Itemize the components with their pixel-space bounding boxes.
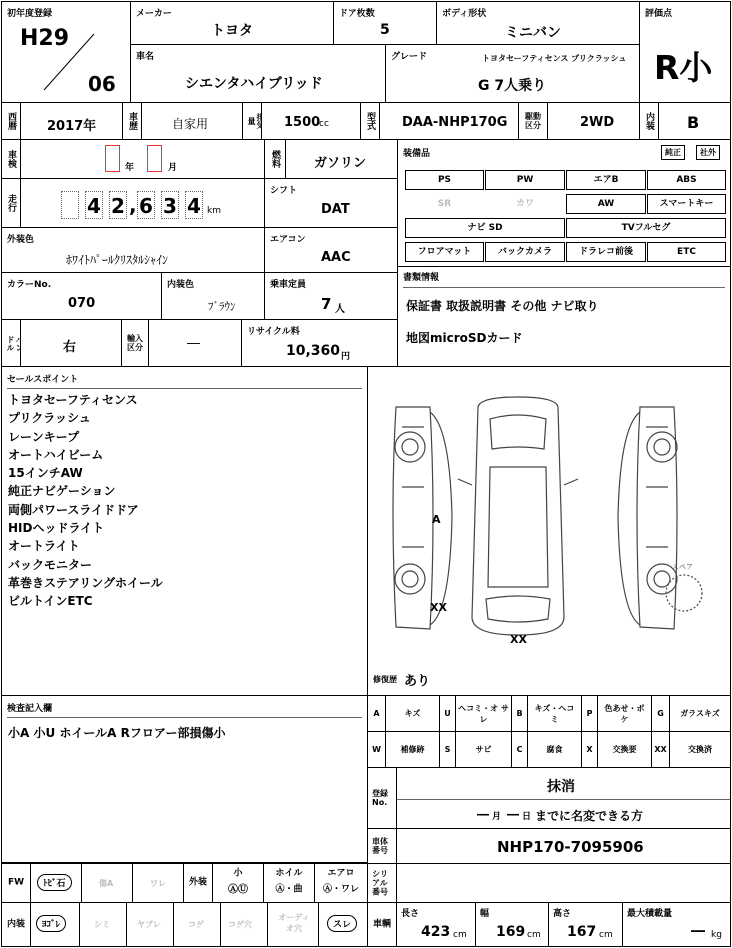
max-load-unit: kg — [711, 930, 722, 940]
serial-label: シリアル番号 — [372, 869, 388, 897]
diagram-mark-a: A — [432, 513, 441, 526]
interior-tear: ヤブレ — [137, 920, 161, 929]
maker-label: メーカー — [136, 9, 172, 19]
sales-points-section — [1, 366, 368, 696]
registration-value: 抹消 — [547, 779, 575, 795]
legend-key: U — [440, 696, 456, 732]
capacity-value: 7 — [321, 295, 332, 313]
displacement-value: 1500 — [284, 115, 321, 130]
width-unit: cm — [527, 930, 541, 940]
width-label: 幅 — [480, 909, 490, 919]
exterior-color-value: ﾎﾜｲﾄﾊﾟｰﾙｸﾘｽﾀﾙｼｬｲﾝ — [66, 253, 169, 267]
registration-label: 登録No. — [372, 789, 388, 807]
mileage-digit: 4 — [85, 191, 103, 219]
sales-point-item: 革巻きステアリングホイール — [8, 575, 163, 590]
legend-key: G — [652, 696, 670, 732]
sales-point-item: プリクラッシュ — [8, 411, 91, 426]
fw-label: FW — [7, 877, 25, 888]
damage-legend — [367, 695, 731, 768]
sales-point-item: オートライト — [8, 539, 80, 554]
model-cell — [379, 102, 519, 140]
interior-tear-cell — [126, 902, 174, 947]
mileage-digit: 3 — [161, 191, 179, 219]
shift-label: シフト — [270, 186, 298, 196]
legend-key: S — [440, 732, 456, 768]
damage-diagram-section — [367, 366, 731, 696]
equip-ps: PS — [405, 170, 484, 190]
displacement-unit: cc — [319, 119, 329, 129]
documents-divider — [403, 287, 725, 288]
inspection-month-unit: 月 — [168, 163, 178, 173]
inspection-month-box — [147, 145, 162, 172]
shift-cell — [264, 178, 398, 228]
serial-cell — [396, 863, 731, 903]
mileage-label-cell — [1, 178, 21, 228]
model-label-cell — [360, 102, 380, 140]
sales-point-item: トヨタセーフティセンス — [8, 393, 138, 407]
equip-abs: ABS — [647, 170, 726, 190]
recycle-cell — [241, 319, 398, 367]
mileage-unit: km — [207, 206, 221, 216]
fuel-label-cell — [264, 139, 286, 179]
height-value: 167 — [567, 924, 597, 940]
legend-desc: ガラスキズ — [670, 696, 731, 732]
recycle-unit: 円 — [341, 352, 351, 362]
mileage-digit: 6 — [137, 191, 155, 219]
diagram-mark-xx-left: XX — [430, 601, 447, 614]
fw-label-cell — [1, 863, 31, 903]
body-type-value: ミニバン — [505, 25, 561, 41]
usage-label-cell — [122, 102, 142, 140]
sales-point-item: 両側パワースライドドア — [8, 502, 139, 517]
inspection-year-box — [105, 145, 120, 172]
sales-point-item: HIDヘッドライト — [8, 521, 105, 536]
first-registration-cell — [1, 1, 131, 103]
interior-burnhole: コゲ穴 — [228, 920, 252, 929]
length-label: 長さ — [401, 909, 420, 919]
chassis-label: 車体番号 — [372, 837, 388, 855]
length-value: 423 — [421, 924, 451, 940]
equip-smartkey: スマートキー — [647, 194, 726, 214]
sales-point-item: レーンキープ — [8, 429, 80, 444]
legend-desc: 補修跡 — [386, 732, 440, 768]
mileage-cell — [20, 178, 265, 228]
equipment-label: 装備品 — [403, 149, 431, 159]
mileage-comma: , — [129, 193, 137, 217]
legend-desc: サビ — [456, 732, 512, 768]
dimensions-label-cell — [367, 902, 397, 947]
sales-point-item: ビルトインETC — [8, 594, 93, 609]
ext-small-cell — [212, 863, 264, 903]
displacement-cell — [261, 102, 361, 140]
registration-divider — [397, 799, 730, 800]
exterior-color-label: 外装色 — [7, 235, 35, 245]
interior-burn: コゲ — [188, 920, 204, 929]
interior-burnhole-cell — [220, 902, 268, 947]
max-load-cell — [622, 902, 731, 947]
interior-grade-label: 内装 — [644, 112, 654, 130]
registration-label-cell — [367, 767, 397, 829]
import-value: ― — [187, 336, 200, 351]
chassis-cell — [396, 828, 731, 864]
repair-history-value: あり — [404, 674, 431, 689]
import-label: 輸入区分 — [127, 334, 143, 352]
grade-value-line1: トヨタセーフティセンス プリクラッシュ — [482, 54, 627, 63]
color-no-cell — [1, 272, 162, 320]
dimensions-label: 車輌 — [372, 919, 391, 929]
chassis-label-cell — [367, 828, 397, 864]
inspection-label: 車検 — [6, 150, 16, 168]
legend-key: X — [582, 732, 598, 768]
max-load-label: 最大積載量 — [627, 909, 673, 919]
sales-point-item: 15インチAW — [8, 466, 83, 481]
mileage-digit: 4 — [185, 191, 203, 219]
legend-key: W — [368, 732, 386, 768]
interior-row-label: 内装 — [6, 919, 25, 929]
height-label: 高さ — [553, 909, 572, 919]
car-name-label: 車名 — [136, 52, 155, 62]
equip-leather: カワ — [485, 194, 565, 214]
drive-cell — [547, 102, 640, 140]
registration-day-unit: 日 — [522, 812, 532, 822]
inspection-cell — [20, 139, 265, 179]
fw-chip-stone: ﾄﾋﾞ石 — [37, 874, 72, 891]
equip-dashcam: ドラレコ前後 — [566, 242, 646, 262]
first-registration-label: 初年度登録 — [7, 9, 53, 19]
car-diagram — [368, 367, 730, 667]
equip-backcamera: バックカメラ — [485, 242, 565, 262]
sales-points-label: セールスポイント — [7, 375, 79, 385]
equip-navi: ナビ SD — [405, 218, 565, 238]
legend-desc: キズ・ヘコ ミ — [528, 696, 582, 732]
inspection-notes-divider — [7, 717, 362, 718]
handle-label: ドル — [6, 335, 15, 351]
maker-cell — [130, 1, 334, 45]
legend-desc: 交換要 — [598, 732, 652, 768]
drive-label: 駆動区分 — [525, 112, 541, 130]
ext-wheel-cell — [263, 863, 315, 903]
interior-grade-value: B — [687, 113, 700, 132]
aftermarket-badge: 社外 — [696, 145, 720, 160]
documents-line1: 保証書 取扱説明書 その他 ナビ取り — [406, 299, 599, 313]
serial-label-cell — [367, 863, 397, 903]
legend-desc: キズ — [386, 696, 440, 732]
doors-cell — [333, 1, 437, 45]
diagram-mark-xx-rear: XX — [510, 633, 527, 646]
sales-point-item: オートハイビーム — [8, 447, 104, 462]
seireki-cell — [20, 102, 123, 140]
interior-audiohole-cell — [267, 902, 319, 947]
usage-cell — [141, 102, 243, 140]
color-no-label: カラーNo. — [7, 280, 52, 290]
score-value: R小 — [654, 48, 713, 87]
sales-points-list — [8, 391, 163, 611]
interior-stain-cell — [79, 902, 127, 947]
registration-deadline-text: までに名変できる方 — [535, 809, 644, 823]
equip-sunroof: SR — [405, 194, 484, 214]
interior-audiohole: オーディ オ穴 — [278, 913, 310, 933]
mileage-digit: 2 — [109, 191, 127, 219]
displacement-label-cell — [242, 102, 262, 140]
grade-cell — [385, 44, 640, 103]
diagram-spare-label: スペア — [672, 563, 693, 571]
fuel-cell — [285, 139, 398, 179]
ext-small-title: 小 — [233, 868, 243, 879]
ext-small-marks: ⒶⓊ — [228, 884, 248, 896]
doors-value: 5 — [380, 22, 390, 38]
handle-cell — [20, 319, 122, 367]
drive-value: 2WD — [580, 115, 615, 130]
exterior-color-cell — [1, 227, 265, 273]
maker-value: トヨタ — [211, 23, 253, 39]
fuel-label: 燃料 — [270, 150, 280, 168]
car-name-cell — [130, 44, 386, 103]
recycle-value: 10,360 — [286, 343, 341, 359]
legend-key: B — [512, 696, 528, 732]
usage-value: 自家用 — [172, 117, 209, 131]
interior-row-label-cell — [1, 902, 31, 947]
mileage-digit — [61, 191, 79, 219]
inspection-notes-section — [1, 695, 368, 863]
inspection-notes-label: 検査記入欄 — [7, 704, 53, 714]
interior-color-cell — [161, 272, 265, 320]
registration-day-blank: ― — [507, 807, 519, 821]
sales-point-item: 純正ナビゲーション — [8, 484, 116, 499]
interior-burn-cell — [173, 902, 221, 947]
equip-aw: AW — [566, 194, 646, 214]
inspection-year-unit: 年 — [125, 163, 135, 173]
interior-grade-label-cell — [639, 102, 659, 140]
registration-month-unit: 月 — [492, 812, 502, 822]
color-no-value: 070 — [68, 296, 96, 311]
equip-etc: ETC — [647, 242, 726, 262]
width-cell — [475, 902, 549, 947]
interior-grade-cell — [658, 102, 731, 140]
ext-label-cell — [183, 863, 213, 903]
displacement-label: 量 — [247, 117, 256, 125]
fw-crack-cell — [132, 863, 184, 903]
first-registration-year: H29 — [20, 26, 70, 51]
score-cell — [639, 1, 731, 103]
seireki-value: 2017年 — [47, 119, 97, 134]
inspection-label-cell — [1, 139, 21, 179]
inspection-notes-value: 小A 小U ホイールA Rフロアー部損傷小 — [8, 726, 226, 740]
legend-desc: 交換済 — [670, 732, 731, 768]
ext-aero-marks: Ⓐ・ワレ — [322, 884, 359, 895]
usage-label: 車歴 — [127, 112, 137, 130]
capacity-unit: 人 — [335, 304, 345, 315]
length-cell — [396, 902, 476, 947]
sales-points-divider — [7, 388, 362, 389]
equip-pw: PW — [485, 170, 565, 190]
grade-value-line2: G 7人乗り — [478, 78, 547, 94]
capacity-label: 乗車定員 — [270, 280, 307, 290]
aircon-value: AAC — [321, 250, 351, 265]
first-registration-month: 06 — [88, 72, 116, 96]
interior-color-value: ﾌﾞﾗｳﾝ — [208, 300, 236, 313]
ext-wheel-marks: Ⓐ・曲 — [275, 884, 303, 895]
import-cell — [148, 319, 242, 367]
interior-color-label: 内装色 — [167, 280, 195, 290]
body-type-label: ボディ形状 — [442, 9, 487, 19]
interior-dirt-cell — [30, 902, 80, 947]
repair-history-label: 修復歴 — [373, 675, 397, 684]
handle-value: 右 — [63, 340, 77, 355]
legend-desc: ヘコミ・オ サレ — [456, 696, 512, 732]
interior-wear: スレ — [327, 915, 357, 932]
sales-point-item: バックモニター — [8, 557, 93, 572]
documents-section — [397, 266, 731, 367]
width-value: 169 — [496, 924, 526, 940]
legend-key: XX — [652, 732, 670, 768]
fw-scratch-cell — [81, 863, 133, 903]
import-label-cell — [121, 319, 149, 367]
registration-month-blank: ― — [477, 807, 489, 821]
fuel-value: ガソリン — [314, 156, 367, 171]
legend-key: C — [512, 732, 528, 768]
documents-line2: 地図microSDカード — [406, 331, 523, 345]
interior-stain: シミ — [94, 920, 110, 929]
legend-desc: 色あせ・ボ ケ — [598, 696, 652, 732]
body-type-cell — [436, 1, 640, 45]
length-unit: cm — [453, 930, 467, 940]
model-value: DAA-NHP170G — [402, 115, 508, 130]
ext-aero-title: エアロ — [327, 868, 355, 879]
ext-wheel-title: ホイル — [275, 868, 303, 879]
score-label: 評価点 — [645, 9, 673, 19]
chassis-value: NHP170-7095906 — [497, 838, 644, 856]
height-cell — [548, 902, 623, 947]
aircon-cell — [264, 227, 398, 273]
equip-floormat: フロアマット — [405, 242, 484, 262]
mileage-digits — [61, 191, 221, 231]
documents-label: 書類情報 — [403, 273, 440, 283]
legend-key: A — [368, 696, 386, 732]
equip-tv: TVフルセグ — [566, 218, 726, 238]
aircon-label: エアコン — [270, 235, 306, 245]
handle-label-cell — [1, 319, 21, 367]
shift-value: DAT — [321, 202, 350, 217]
interior-dirt: ﾖｺﾞﾚ — [36, 915, 66, 932]
fw-crack: ワレ — [150, 879, 166, 888]
ext-aero-cell — [314, 863, 368, 903]
max-load-value: ― — [691, 923, 705, 939]
drive-label-cell — [518, 102, 548, 140]
mileage-label: 走行 — [6, 194, 16, 212]
seireki-label-cell — [1, 102, 21, 140]
genuine-badge: 純正 — [661, 145, 685, 160]
interior-wear-cell — [318, 902, 368, 947]
grade-label: グレード — [391, 52, 428, 62]
legend-key: P — [582, 696, 598, 732]
fw-chip-cell — [30, 863, 82, 903]
recycle-label: リサイクル料 — [247, 327, 300, 337]
height-unit: cm — [599, 930, 613, 940]
registration-cell — [396, 767, 731, 829]
capacity-cell — [264, 272, 398, 320]
equipment-section — [397, 139, 731, 267]
legend-desc: 腐食 — [528, 732, 582, 768]
car-name-value: シエンタハイブリッド — [185, 76, 323, 92]
model-label: 型式 — [365, 112, 375, 130]
equip-airbag: エアB — [566, 170, 646, 190]
fw-scratch: 傷A — [99, 879, 114, 888]
ext-label: 外装 — [188, 877, 207, 888]
seireki-label: 西暦 — [6, 112, 16, 130]
doors-label: ドア枚数 — [339, 9, 375, 19]
